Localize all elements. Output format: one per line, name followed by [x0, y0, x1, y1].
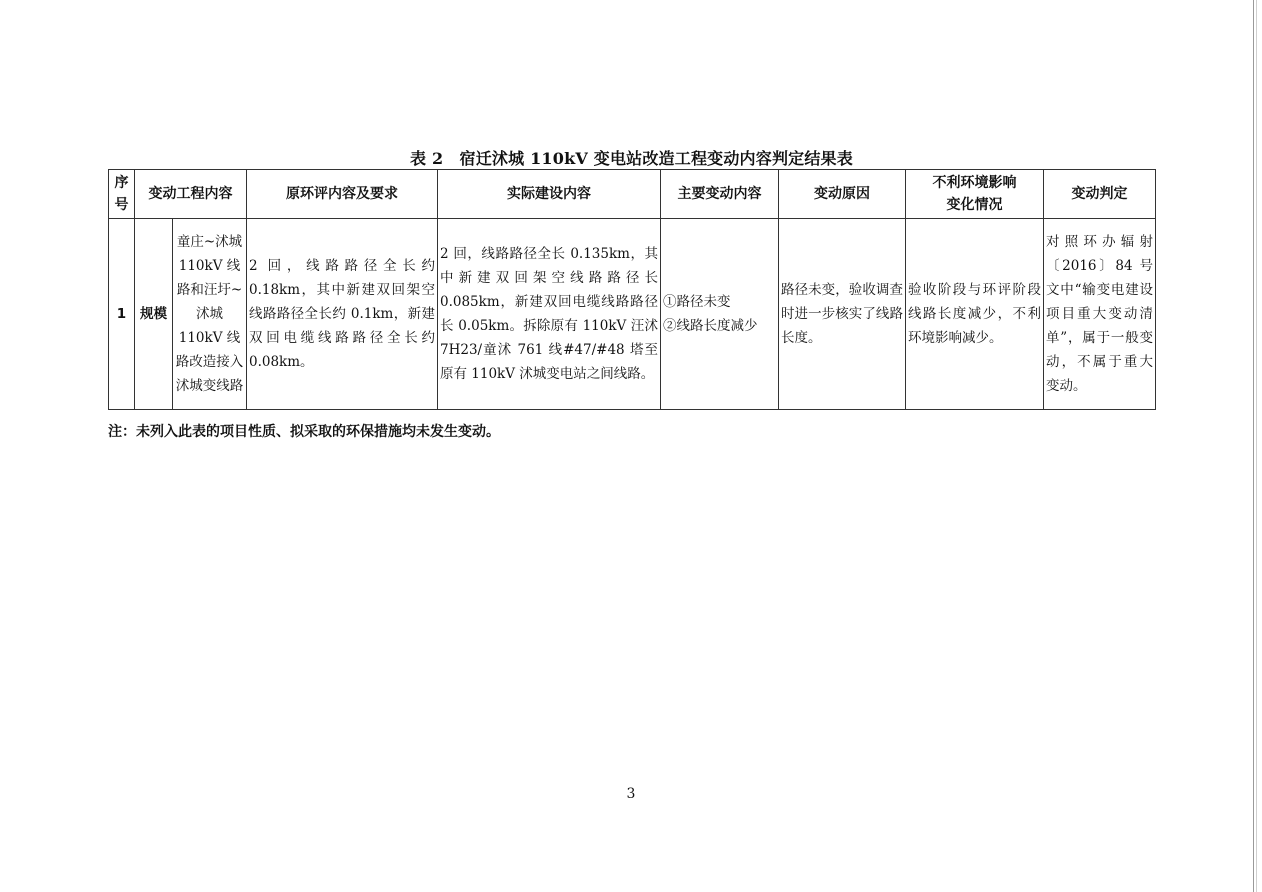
page-edge-line	[1253, 0, 1254, 892]
cell-main-change	[661, 219, 779, 410]
header-impact-line1: 不利环境影响	[932, 175, 1017, 191]
header-reason: 变动原因	[779, 170, 906, 219]
table-header-row	[109, 170, 1156, 219]
main-change-item-1: ①路径未变	[663, 294, 731, 310]
page-number: 3	[626, 786, 636, 802]
table-row	[109, 219, 1156, 410]
cell-actual: 2 回，线路路径全长 0.135km，其中新建双回架空线路路径长 0.085km，新建双回电缆线路路径长 0.05km。拆除原有 110kV 汪沭 7H23/童沭 761 线#47/#48 塔至原有 110kV 沭城变电站之间线路。	[438, 219, 661, 410]
header-actual: 实际建设内容	[438, 170, 661, 219]
header-original: 原环评内容及要求	[247, 170, 438, 219]
header-impact-line2: 变化情况	[946, 197, 1003, 213]
page-edge-line-shadow	[1256, 0, 1257, 892]
cell-original: 2 回，线路路径全长约 0.18km，其中新建双回架空线路路径全长约 0.1km，新建双回电缆线路路径全长约 0.08km。	[247, 219, 438, 410]
table-caption: 表 2 宿迁沭城 110kV 变电站改造工程变动内容判定结果表	[410, 149, 853, 168]
cell-impact: 验收阶段与环评阶段线路长度减少，不利环境影响减少。	[906, 219, 1044, 410]
main-change-item-2: ②线路长度减少	[663, 318, 758, 334]
cell-seq: 1	[109, 219, 135, 410]
table-note: 注：未列入此表的项目性质、拟采取的环保措施均未发生变动。	[108, 424, 500, 440]
cell-project: 童庄~沭城 110kV 线路和汪圩~沭城 110kV 线路改造接入沭城变线路	[173, 219, 247, 410]
cell-reason: 路径未变，验收调查时进一步核实了线路长度。	[779, 219, 906, 410]
header-main-change: 主要变动内容	[661, 170, 779, 219]
header-judgement: 变动判定	[1044, 170, 1156, 219]
header-project: 变动工程内容	[135, 170, 247, 219]
change-judgement-table	[108, 169, 1156, 410]
header-seq: 序号	[109, 170, 135, 219]
cell-category: 规模	[135, 219, 173, 410]
cell-judgement: 对照环办辐射〔2016〕84 号文中“输变电建设项目重大变动清单”，属于一般变动，不属于重大变动。	[1044, 219, 1156, 410]
header-impact	[906, 170, 1044, 219]
